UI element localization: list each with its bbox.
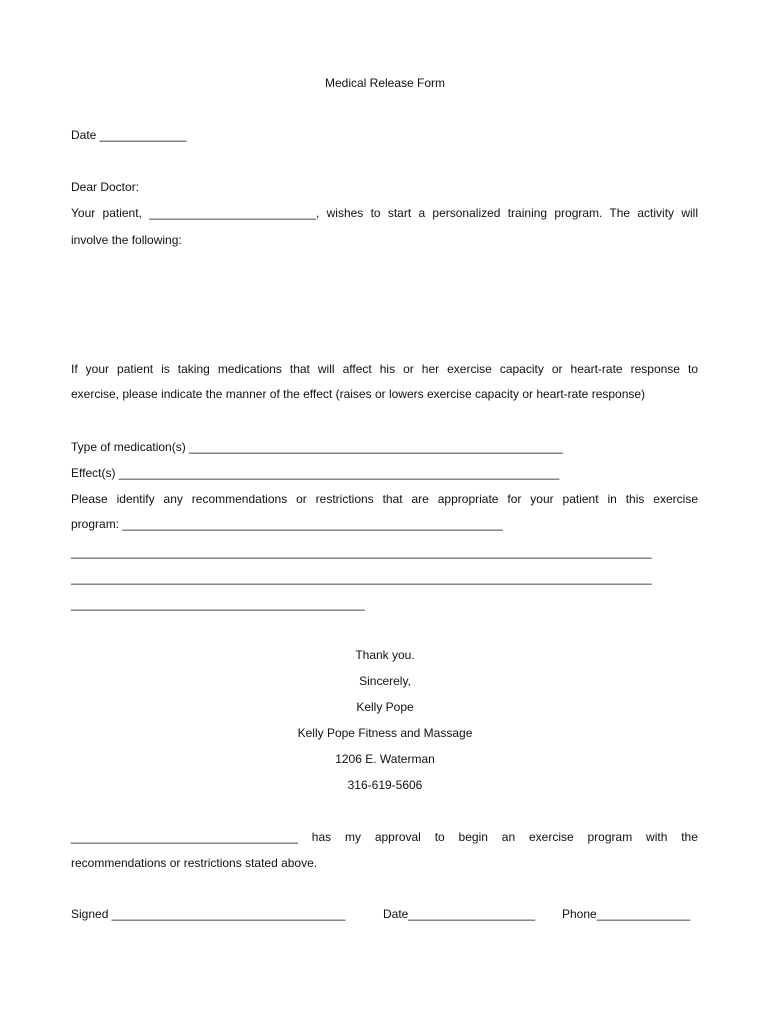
intro-line-1[interactable]: Your patient, _________________________, wishes to start a personalized training program. The activity will	[71, 206, 698, 220]
signature-date-field[interactable]: Date___________________	[383, 907, 536, 921]
closing-address: 1206 E. Waterman	[335, 752, 435, 766]
effects-field[interactable]: Effect(s) __________________________________________________________________	[71, 466, 560, 480]
approval-word: approval	[374, 830, 421, 844]
approval-word: has	[311, 830, 332, 844]
signature-phone-field[interactable]: Phone______________	[562, 907, 691, 921]
approval-word: to	[434, 830, 445, 844]
approval-word: begin	[458, 830, 488, 844]
closing-business: Kelly Pope Fitness and Massage	[297, 726, 473, 740]
approval-word: the	[681, 830, 698, 844]
approval-name-field[interactable]: __________________________________	[71, 830, 298, 844]
recommendations-blank-line-2[interactable]: _______________________________________________________________________________________	[71, 571, 652, 585]
medication-paragraph-line-1: If your patient is taking medications that will affect his or her exercise capacity or heart-rate response to	[71, 362, 698, 376]
recommendations-blank-line-1[interactable]: _______________________________________________________________________________________	[71, 545, 652, 559]
approval-word: exercise	[528, 830, 574, 844]
approval-line-2: recommendations or restrictions stated above.	[71, 856, 318, 870]
date-field[interactable]: Date _____________	[71, 128, 187, 142]
salutation: Dear Doctor:	[71, 180, 140, 194]
approval-word: with	[646, 830, 668, 844]
closing-thanks: Thank you.	[355, 648, 415, 662]
recommendations-line-1: Please identify any recommendations or restrictions that are appropriate for your patient in this exercise	[71, 492, 698, 506]
medication-type-field[interactable]: Type of medication(s) ________________________________________________________	[71, 440, 563, 454]
intro-line-2: involve the following:	[71, 233, 182, 247]
medication-paragraph-line-2: exercise, please indicate the manner of the effect (raises or lowers exercise capacity or heart-rate response)	[71, 387, 646, 401]
closing-phone: 316-619-5606	[347, 778, 423, 792]
recommendations-blank-line-3[interactable]: ____________________________________________	[71, 597, 365, 611]
closing-name: Kelly Pope	[356, 700, 414, 714]
approval-line-1	[71, 830, 698, 844]
approval-word: an	[501, 830, 516, 844]
signed-field[interactable]: Signed ___________________________________	[71, 907, 346, 921]
form-title: Medical Release Form	[324, 76, 446, 90]
closing-sincerely: Sincerely,	[359, 674, 411, 688]
approval-word: program	[587, 830, 633, 844]
recommendations-field[interactable]: program: _________________________________________________________	[71, 517, 503, 531]
approval-word: my	[344, 830, 361, 844]
